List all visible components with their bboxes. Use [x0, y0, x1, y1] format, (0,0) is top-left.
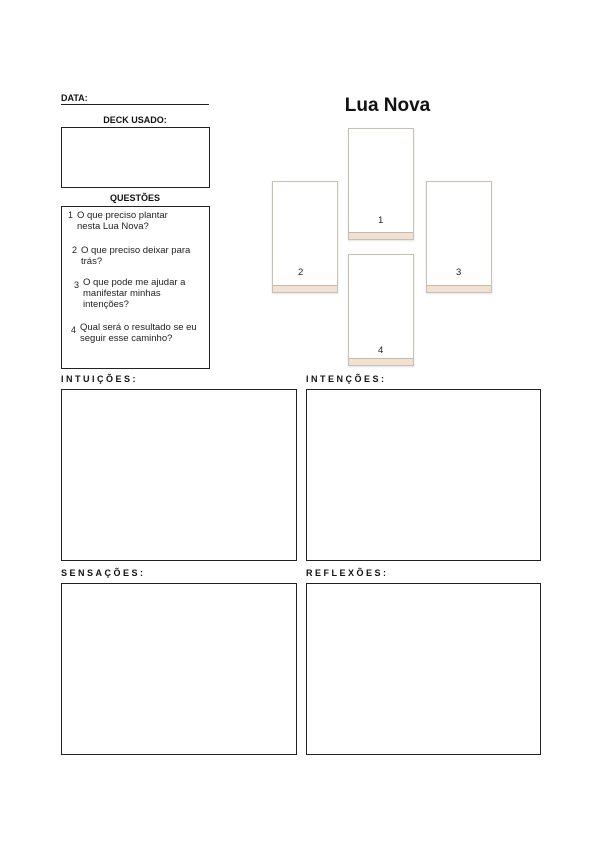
- questions-box: [61, 206, 210, 369]
- reflexoes-label: REFLEXÕES:: [306, 568, 389, 578]
- intencoes-box[interactable]: [306, 389, 541, 561]
- question-text: O que preciso plantar nesta Lua Nova?: [77, 210, 168, 232]
- question-item: [72, 245, 203, 267]
- card-number: 4: [378, 345, 384, 356]
- sensacoes-label: SENSAÇÕES:: [61, 568, 146, 578]
- card-base: [349, 232, 413, 239]
- question-number: 2: [72, 245, 78, 255]
- tarot-card-slot[interactable]: [348, 128, 414, 240]
- question-number: 4: [71, 325, 77, 335]
- intuicoes-box[interactable]: [61, 389, 297, 561]
- tarot-card-slot[interactable]: [348, 254, 414, 366]
- card-number: 1: [378, 215, 384, 226]
- question-text: Qual será o resultado se eu seguir esse caminho?: [80, 322, 197, 344]
- card-base: [273, 285, 337, 292]
- question-item: [68, 210, 192, 232]
- date-label: DATA:: [61, 93, 88, 103]
- intuicoes-label: INTUIÇÕES:: [61, 374, 139, 384]
- sensacoes-box[interactable]: [61, 583, 297, 755]
- card-base: [427, 285, 491, 292]
- question-item: [74, 277, 203, 310]
- intencoes-label: INTENÇÕES:: [306, 374, 387, 384]
- page-title: Lua Nova: [344, 95, 431, 116]
- card-base: [349, 358, 413, 365]
- deck-label: DECK USADO:: [103, 115, 167, 125]
- deck-field-box[interactable]: [61, 127, 210, 188]
- date-field-line[interactable]: [61, 104, 209, 105]
- question-number: 1: [68, 210, 74, 220]
- questions-label: QUESTÕES: [109, 193, 160, 203]
- tarot-card-slot[interactable]: [426, 181, 492, 293]
- question-text: O que preciso deixar para trás?: [81, 245, 191, 267]
- card-number: 2: [298, 267, 304, 278]
- question-text: O que pode me ajudar a manifestar minhas intenções?: [83, 277, 186, 310]
- reflexoes-box[interactable]: [306, 583, 541, 755]
- question-number: 3: [74, 280, 80, 290]
- tarot-card-slot[interactable]: [272, 181, 338, 293]
- card-number: 3: [456, 267, 462, 278]
- question-item: [71, 322, 202, 344]
